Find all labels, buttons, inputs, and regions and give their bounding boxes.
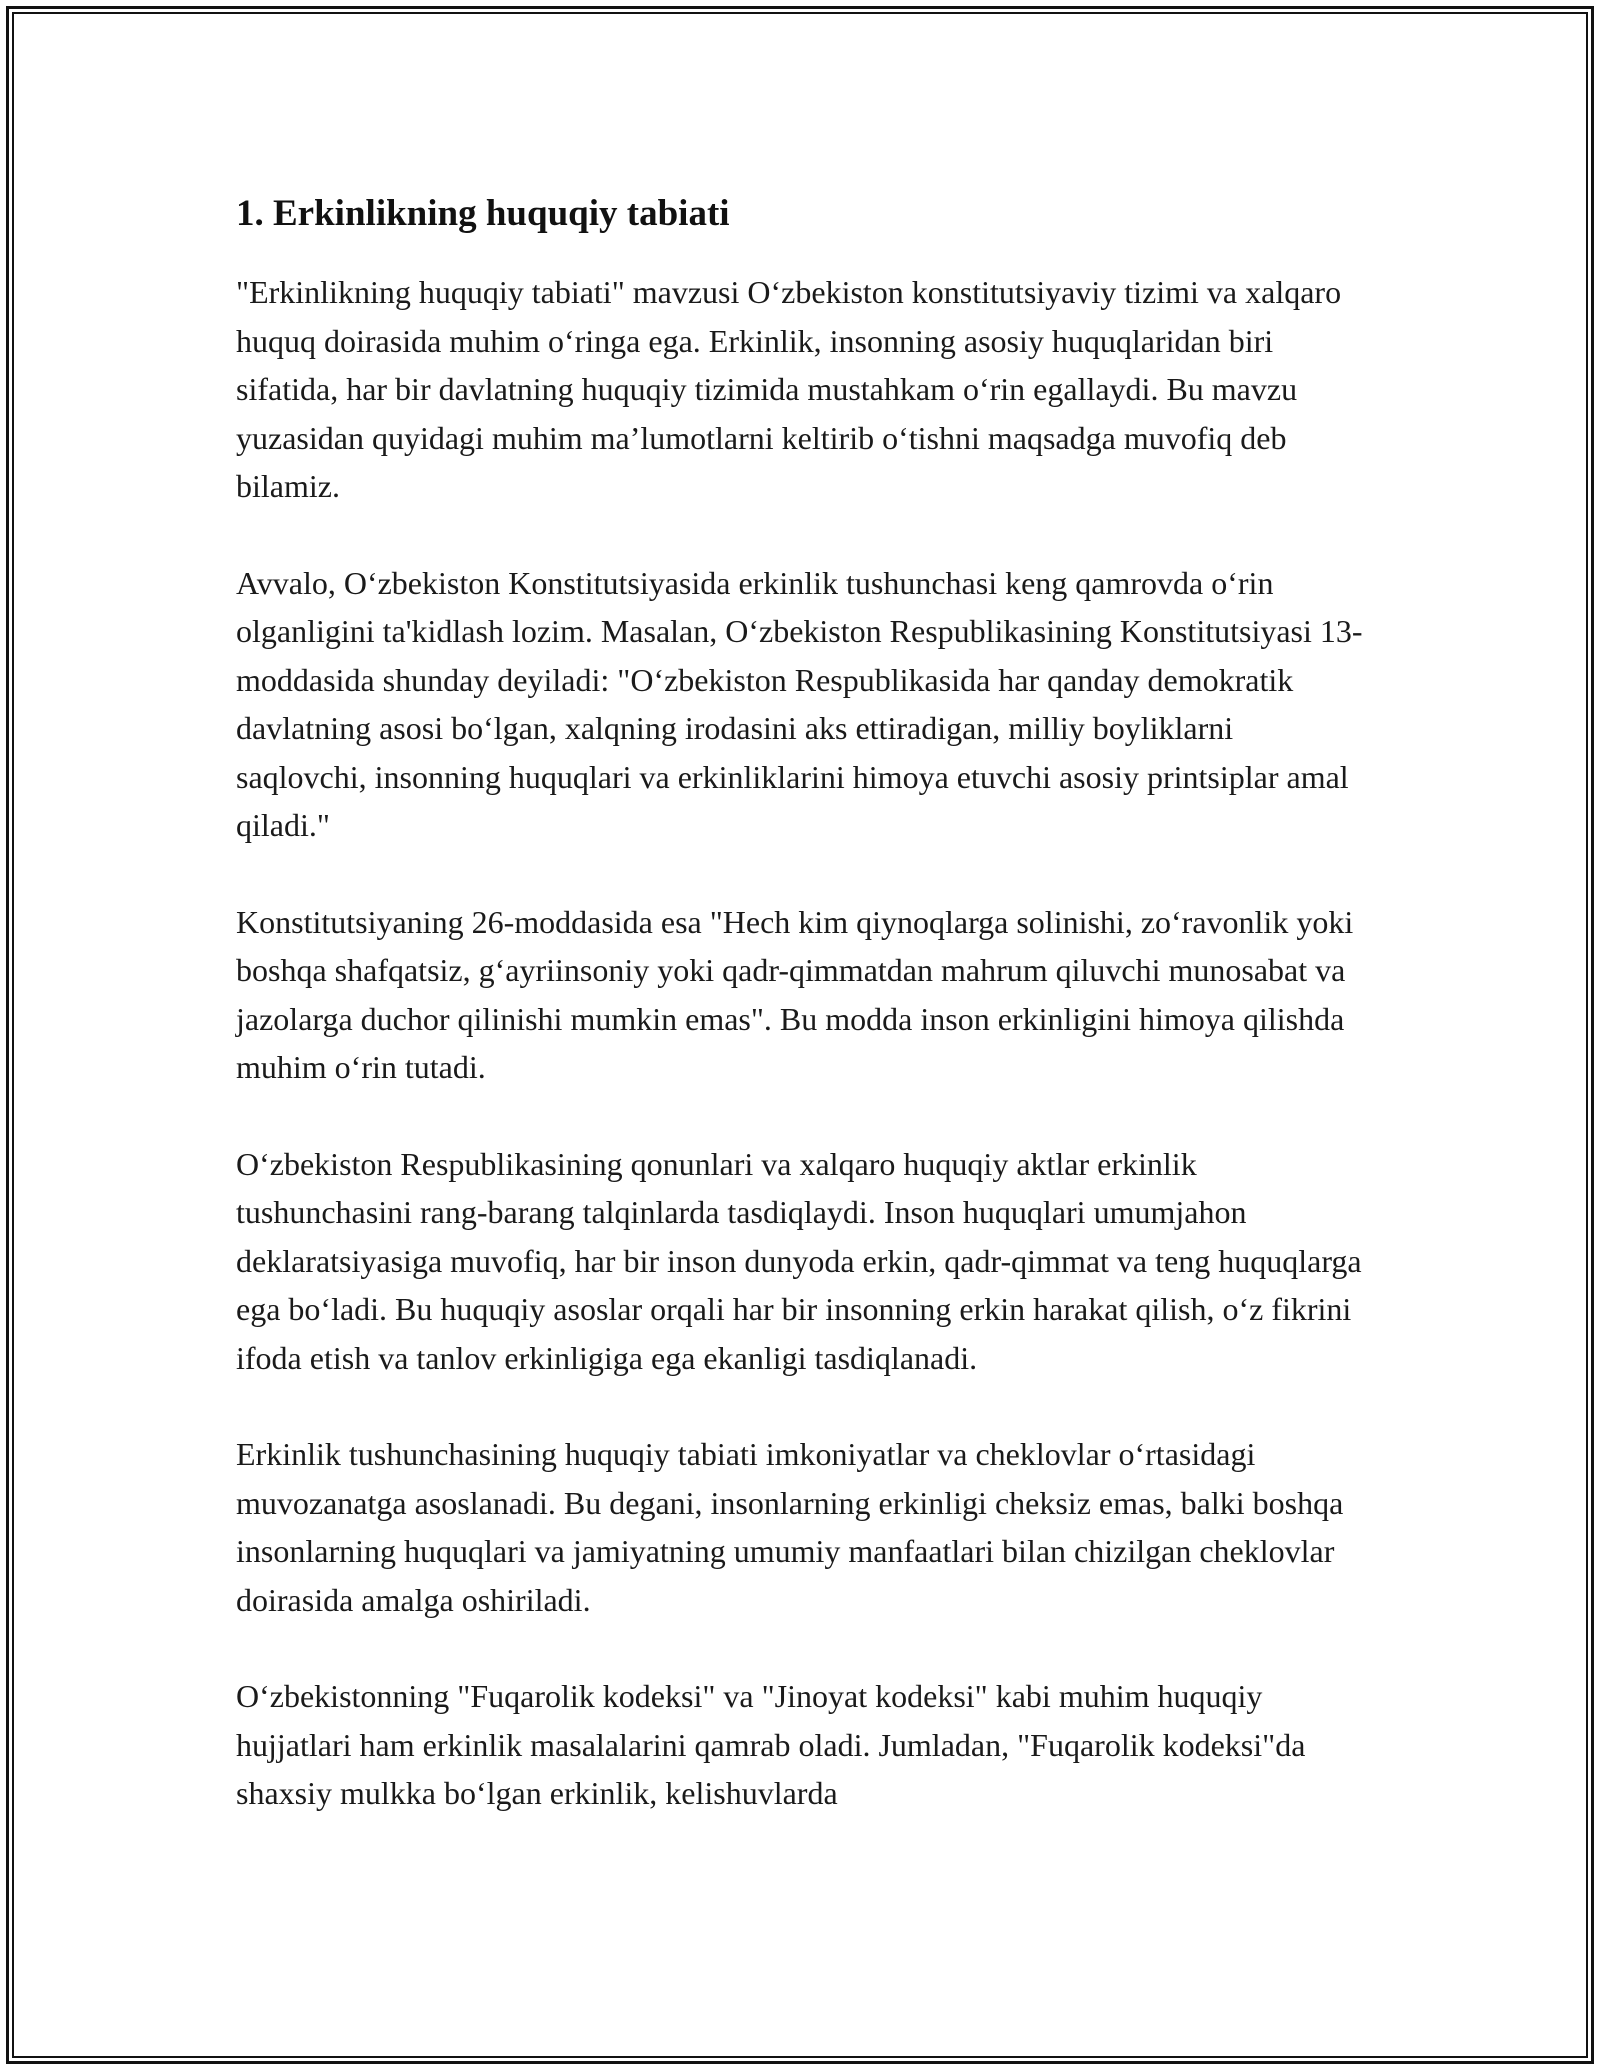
paragraph-codes: O‘zbekistonning "Fuqarolik kodeksi" va "Jinoyat kodeksi" kabi muhim huquqiy hujjatlari ham erkinlik masalalarini qamrab oladi. Jumladan, "Fuqarolik kodeksi"da shaxsiy mulkka bo‘lgan erkinlik, kelishuvlarda (236, 1678, 1306, 1811)
section-heading: 1. Erkinlikning huquqiy tabiati (236, 193, 730, 234)
paragraph-intro: "Erkinlikning huquqiy tabiati" mavzusi O‘zbekiston konstitutsiyaviy tizimi va xalqaro huquq doirasida muhim o‘ringa ega. Erkinlik, insonning asosiy huquqlaridan biri sifatida, har bir davlatning huquqiy tizimida mustahkam o‘rin egallaydi. Bu mavzu yuzasidan quyidagi muhim ma’lumotlarni keltirib o‘tishni maqsadga muvofiq deb bilamiz. (236, 274, 1342, 504)
document-page (236, 186, 1366, 1818)
paragraph-constitution-article-13: Avvalo, O‘zbekiston Konstitutsiyasida erkinlik tushunchasi keng qamrovda o‘rin olganligini ta'kidlash lozim. Masalan, O‘zbekiston Respublikasining Konstitutsiyasi 13- moddasida shunday deyiladi: "O‘zbekiston Respublikasida har qanday demokratik davlatning asosi bo‘lgan, xalqning irodasini aks ettiradigan, milliy boyliklarni saqlovchi, insonning huquqlari va erkinliklarini himoya etuvchi asosiy printsiplar amal qiladi." (236, 564, 1363, 843)
paragraph-constitution-article-26: Konstitutsiyaning 26-moddasida esa "Hech kim qiynoqlarga solinishi, zo‘ravonlik yoki boshqa shafqatsiz, g‘ayriinsoniy yoki qadr-qimmatdan mahrum qiluvchi munosabat va jazolarga duchor qilinishi mumkin emas". Bu modda inson erkinligini himoya qilishda muhim o‘rin tutadi. (236, 903, 1354, 1085)
paragraph-freedom-balance: Erkinlik tushunchasining huquqiy tabiati imkoniyatlar va cheklovlar o‘rtasidagi muvozanatga asoslanadi. Bu degani, insonlarning erkinligi cheksiz emas, balki boshqa insonlarning huquqlari va jamiyatning umumiy manfaatlari bilan chizilgan cheklovlar doirasida amalga oshiriladi. (236, 1436, 1344, 1618)
paragraph-laws-and-international-acts: O‘zbekiston Respublikasining qonunlari va xalqaro huquqiy aktlar erkinlik tushunchasini rang-barang talqinlarda tasdiqlaydi. Inson huquqlari umumjahon deklaratsiyasiga muvofiq, har bir inson dunyoda erkin, qadr-qimmat va teng huquqlarga ega bo‘ladi. Bu huquqiy asoslar orqali har bir insonning erkin harakat qilish, o‘z fikrini ifoda etish va tanlov erkinligiga ega ekanligi tasdiqlanadi. (236, 1145, 1362, 1376)
